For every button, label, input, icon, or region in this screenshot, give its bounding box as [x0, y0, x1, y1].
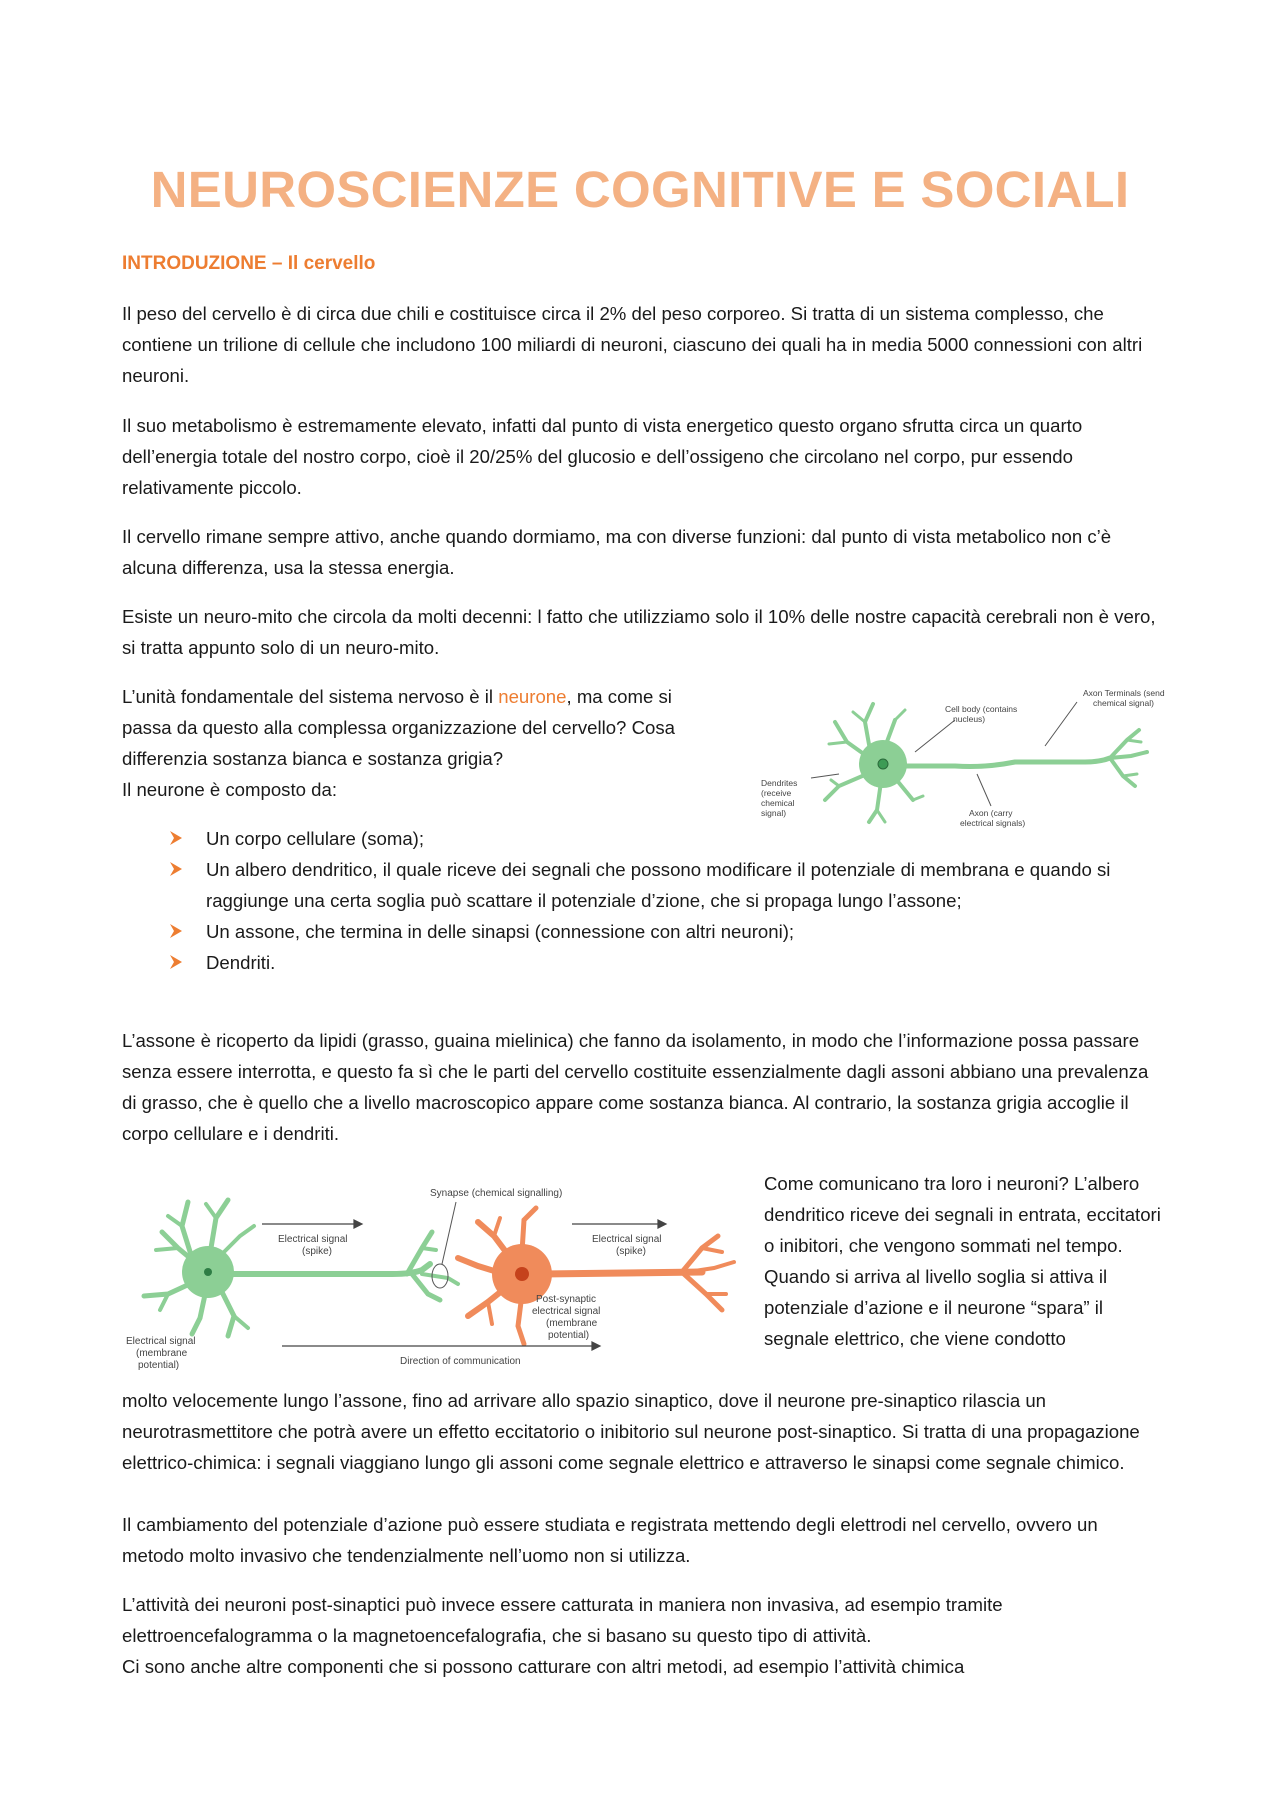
- page-title: NEUROSCIENZE COGNITIVE E SOCIALI: [150, 161, 1130, 218]
- paragraph-neuron-intro: L’unità fondamentale del sistema nervoso è il neurone, ma come si passa da questo alla complessa organizzazione del cervello? Cosa differenzia sostanza bianca e sostanza grigia? Il neurone è composto da:: [122, 686, 675, 800]
- paragraph-communication-top: Come comunicano tra loro i neuroni? L’albero dendritico riceve dei segnali in entrata, eccitatori o inibitori, che vengono sommati nel tempo. Quando si arriva al livello soglia si attiva il potenziale d’azione e il neurone “spara” il segnale elettrico, che viene condotto: [764, 1173, 1161, 1349]
- paragraph-always-active: Il cervello rimane sempre attivo, anche quando dormiamo, ma con diverse funzioni: dal punto di vista metabolico non c’è alcuna differenza, usa la stessa energia.: [122, 526, 1112, 578]
- list-item: Un assone, che termina in delle sinapsi (connessione con altri neuroni);: [168, 916, 1168, 947]
- label-axon-2: electrical signals): [960, 818, 1026, 828]
- label-elec-right-1: Electrical signal: [592, 1234, 662, 1245]
- label-axon-1: Axon (carry: [969, 808, 1013, 818]
- arrow-bullet-icon: [168, 830, 184, 846]
- paragraph-brain-weight: Il peso del cervello è di circa due chili e costituisce circa il 2% del peso corporeo. Si tratta di un sistema complesso, che contiene un trilione di cellule che includono 100 miliardi di neuroni, ciascuno dei quali ha in media 5000 connessioni con altri neuroni.: [122, 303, 1143, 386]
- label-post-3: (membrane: [546, 1318, 598, 1329]
- presynaptic-nucleus: [204, 1268, 212, 1276]
- label-dendrites-4: signal): [761, 808, 787, 818]
- list-item: Un albero dendritico, il quale riceve dei segnali che possono modificare il potenziale di membrana e quando si raggiunge una certa soglia può scattare il potenziale d’zione, che si propaga lungo l’assone;: [168, 854, 1168, 916]
- neuron-diagram: [755, 682, 1195, 832]
- arrow-bullet-icon: [168, 861, 184, 877]
- label-dendrites-2: (receive: [761, 788, 792, 798]
- label-post-2: electrical signal: [532, 1306, 601, 1317]
- label-synapse: Synapse (chemical signalling): [430, 1188, 563, 1199]
- label-elec-right-2: (spike): [616, 1246, 647, 1257]
- list-item: Dendriti.: [168, 947, 1168, 978]
- arrow-bullet-icon: [168, 923, 184, 939]
- synapse-diagram: [122, 1178, 750, 1378]
- paragraph-neuro-myth: Esiste un neuro-mito che circola da molti decenni: l fatto che utilizziamo solo il 10% delle nostre capacità cerebrali non è vero, si tratta appunto solo di un neuro-mito.: [122, 606, 1156, 658]
- label-elec-left-1: Electrical signal: [278, 1234, 348, 1245]
- paragraph-communication-rest: molto velocemente lungo l’assone, fino ad arrivare allo spazio sinaptico, dove il neurone pre-sinaptico rilascia un neurotrasmettitore che potrà avere un effetto eccitatorio o inibitorio sul neurone post-sinaptico. Si tratta di una propagazione elettrico-chimica: i segnali viaggiano lungo gli assoni come segnale elettrico e attraverso le sinapsi come segnale chimico.: [122, 1390, 1140, 1473]
- label-dendrites-3: chemical: [761, 798, 795, 808]
- label-axon-terminals-2: chemical signal): [1093, 698, 1154, 708]
- list-item: Un corpo cellulare (soma);: [168, 823, 1168, 854]
- label-elec-mem-3: potential): [138, 1360, 180, 1371]
- section-heading: INTRODUZIONE – Il cervello: [122, 253, 376, 274]
- label-direction: Direction of communication: [400, 1356, 521, 1367]
- paragraph-metabolism: Il suo metabolismo è estremamente elevato, infatti dal punto di vista energetico questo organo sfrutta circa un quarto dell’energia totale del nostro corpo, cioè il 20/25% del glucosio e dell’ossigeno che circolano nel corpo, pur essendo relativamente piccolo.: [122, 415, 1083, 498]
- neurone-highlight: neurone: [498, 686, 567, 707]
- label-dendrites-1: Dendrites: [761, 778, 798, 788]
- label-elec-mem-1: Electrical signal: [126, 1336, 196, 1347]
- paragraph-other-components: Ci sono anche altre componenti che si possono catturare con altri metodi, ad esempio l’attività chimica: [122, 1656, 965, 1677]
- paragraph-noninvasive: L’attività dei neuroni post-sinaptici può invece essere catturata in maniera non invasiva, ad esempio tramite elettroencefalogramma o la magnetoencefalografia, che si basano su questo tipo di attività.: [122, 1594, 1003, 1646]
- label-elec-mem-2: (membrane: [136, 1348, 188, 1359]
- label-cell-body-2: nucleus): [953, 714, 986, 724]
- arrow-bullet-icon: [168, 954, 184, 970]
- paragraph-electrodes: Il cambiamento del potenziale d’azione può essere studiata e registrata mettendo degli elettrodi nel cervello, ovvero un metodo molto invasivo che tendenzialmente nell’uomo non si utilizza.: [122, 1514, 1098, 1566]
- paragraph-myelin: L’assone è ricoperto da lipidi (grasso, guaina mielinica) che fanno da isolamento, in modo che l’informazione possa passare senza essere interrotta, e questo fa sì che le parti del cervello costituite essenzialmente dagli assoni abbiano una prevalenza di grasso, che è quello che a livello macroscopico appare come sostanza bianca. Al contrario, la sostanza grigia accoglie il corpo cellulare e i dendriti.: [122, 1030, 1149, 1144]
- label-axon-terminals-1: Axon Terminals (send: [1083, 688, 1165, 698]
- label-elec-left-2: (spike): [302, 1246, 333, 1257]
- label-cell-body-1: Cell body (contains: [945, 704, 1018, 714]
- postsynaptic-nucleus: [515, 1267, 529, 1281]
- neuron-components-list: [168, 823, 1168, 978]
- nucleus: [878, 759, 888, 769]
- label-post-4: potential): [548, 1330, 590, 1341]
- label-post-1: Post-synaptic: [536, 1294, 597, 1305]
